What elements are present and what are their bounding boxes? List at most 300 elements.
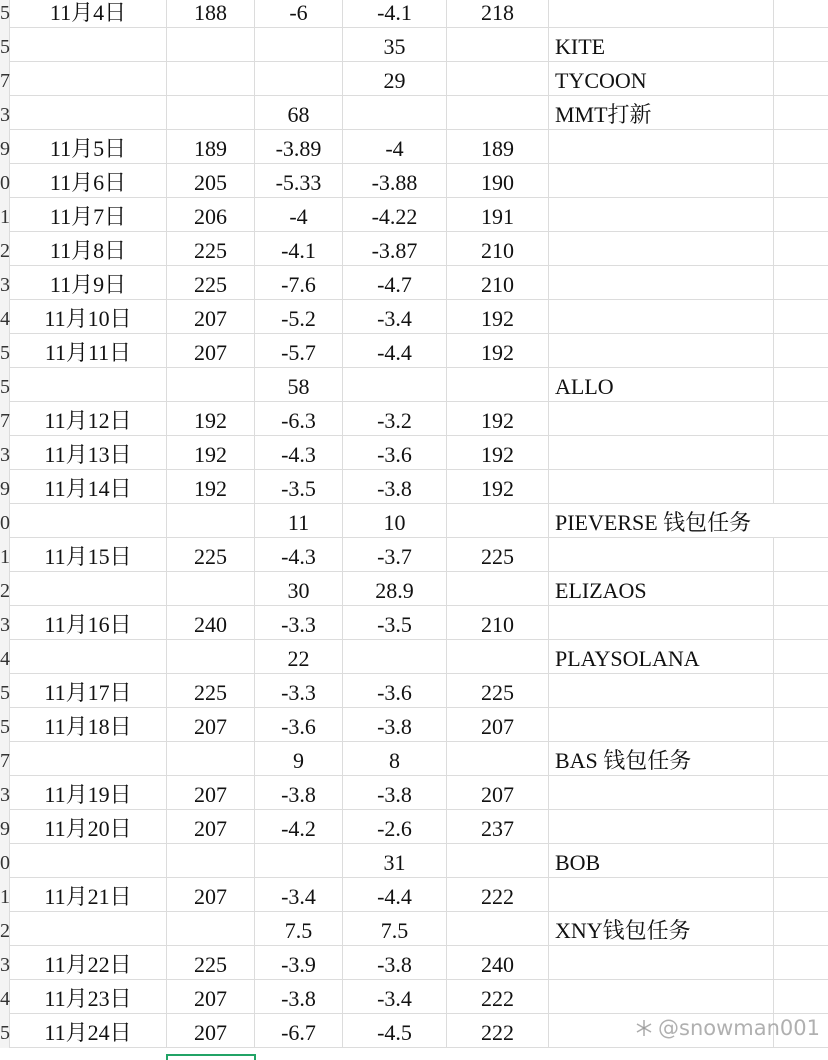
col-d-cell[interactable]: -4.5 — [343, 1014, 447, 1048]
col-g-cell[interactable] — [774, 62, 828, 96]
col-b-cell[interactable]: 225 — [167, 232, 255, 266]
row-number-label: 0 — [0, 512, 10, 534]
col-e-cell[interactable]: 222 — [447, 980, 549, 1014]
date-cell[interactable]: 11月22日 — [10, 946, 167, 980]
col-e-cell[interactable] — [447, 844, 549, 878]
col-c-cell[interactable]: -3.9 — [255, 946, 343, 980]
row-number-label: 4 — [0, 988, 10, 1010]
col-d-cell[interactable]: -2.6 — [343, 810, 447, 844]
col-e-cell[interactable]: 191 — [447, 198, 549, 232]
row-number-label: 3 — [0, 954, 10, 976]
note-cell[interactable]: TYCOON — [549, 62, 774, 96]
date-cell[interactable] — [10, 28, 167, 62]
date-cell[interactable]: 11月5日 — [10, 130, 167, 164]
note-cell[interactable] — [549, 810, 774, 844]
col-e-cell[interactable] — [447, 742, 549, 776]
col-b-cell[interactable] — [167, 28, 255, 62]
col-c-cell[interactable]: -4.3 — [255, 436, 343, 470]
row-number-label: 3 — [0, 104, 10, 126]
date-cell[interactable]: 11月10日 — [10, 300, 167, 334]
col-c-cell[interactable]: 68 — [255, 96, 343, 130]
col-b-cell[interactable] — [167, 742, 255, 776]
row-number-label: 5 — [0, 342, 10, 364]
row-number-label: 2 — [0, 240, 10, 262]
col-c-cell[interactable]: 9 — [255, 742, 343, 776]
col-d-cell[interactable]: -3.4 — [343, 980, 447, 1014]
col-g-cell[interactable] — [774, 232, 828, 266]
col-c-cell[interactable]: -3.8 — [255, 980, 343, 1014]
date-cell[interactable]: 11月21日 — [10, 878, 167, 912]
row-number[interactable] — [0, 0, 10, 28]
col-d-cell[interactable]: 35 — [343, 28, 447, 62]
col-d-cell[interactable]: 28.9 — [343, 572, 447, 606]
col-c-cell[interactable]: -5.33 — [255, 164, 343, 198]
table-row — [0, 0, 828, 28]
col-e-cell[interactable] — [447, 572, 549, 606]
col-c-cell[interactable]: -6.7 — [255, 1014, 343, 1048]
col-e-cell[interactable]: 192 — [447, 334, 549, 368]
row-number-label: 1 — [0, 546, 10, 568]
row-number[interactable] — [0, 62, 10, 96]
note-cell[interactable] — [549, 538, 774, 572]
col-g-cell[interactable] — [774, 28, 828, 62]
table-row — [0, 402, 828, 436]
table-row — [0, 674, 828, 708]
col-c-cell[interactable]: -4.2 — [255, 810, 343, 844]
col-c-cell[interactable]: -4 — [255, 198, 343, 232]
col-e-cell[interactable]: 237 — [447, 810, 549, 844]
col-g-cell[interactable] — [774, 640, 828, 674]
date-cell[interactable] — [10, 844, 167, 878]
col-e-cell[interactable] — [447, 368, 549, 402]
note-cell[interactable] — [549, 300, 774, 334]
col-b-cell[interactable]: 225 — [167, 538, 255, 572]
row-number[interactable] — [0, 436, 10, 470]
col-c-cell[interactable]: -3.5 — [255, 470, 343, 504]
col-d-cell[interactable]: -3.4 — [343, 300, 447, 334]
col-g-cell[interactable] — [774, 130, 828, 164]
col-d-cell[interactable]: -4 — [343, 130, 447, 164]
row-number[interactable] — [0, 300, 10, 334]
table-row — [0, 436, 828, 470]
row-number[interactable] — [0, 130, 10, 164]
col-c-cell[interactable]: -5.2 — [255, 300, 343, 334]
col-b-cell[interactable]: 225 — [167, 946, 255, 980]
col-b-cell[interactable]: 206 — [167, 198, 255, 232]
row-number-label: 3 — [0, 784, 10, 806]
col-b-cell[interactable]: 192 — [167, 436, 255, 470]
col-b-cell[interactable] — [167, 844, 255, 878]
col-g-cell[interactable] — [774, 572, 828, 606]
row-number[interactable] — [0, 742, 10, 776]
col-c-cell[interactable] — [255, 62, 343, 96]
col-b-cell[interactable] — [167, 368, 255, 402]
row-number-label: 9 — [0, 478, 10, 500]
col-d-cell[interactable]: 7.5 — [343, 912, 447, 946]
col-c-cell[interactable]: 30 — [255, 572, 343, 606]
row-number[interactable] — [0, 164, 10, 198]
date-cell[interactable]: 11月6日 — [10, 164, 167, 198]
row-number[interactable] — [0, 470, 10, 504]
date-cell[interactable]: 11月7日 — [10, 198, 167, 232]
date-cell[interactable]: 11月23日 — [10, 980, 167, 1014]
col-b-cell[interactable]: 207 — [167, 776, 255, 810]
row-number[interactable] — [0, 198, 10, 232]
date-cell[interactable]: 11月16日 — [10, 606, 167, 640]
date-cell[interactable] — [10, 912, 167, 946]
note-cell[interactable] — [549, 980, 774, 1014]
row-number-label: 5 — [0, 376, 10, 398]
col-c-cell[interactable]: -6 — [255, 0, 343, 28]
date-cell[interactable]: 11月15日 — [10, 538, 167, 572]
col-d-cell[interactable]: -3.88 — [343, 164, 447, 198]
col-e-cell[interactable]: 192 — [447, 402, 549, 436]
table-row — [0, 538, 828, 572]
table-row — [0, 606, 828, 640]
col-b-cell[interactable]: 240 — [167, 606, 255, 640]
col-b-cell[interactable]: 207 — [167, 300, 255, 334]
col-b-cell[interactable]: 207 — [167, 878, 255, 912]
table-row — [0, 844, 828, 878]
col-g-cell[interactable] — [774, 912, 828, 946]
col-b-cell[interactable]: 207 — [167, 708, 255, 742]
note-cell[interactable]: ALLO — [549, 368, 774, 402]
col-e-cell[interactable]: 207 — [447, 776, 549, 810]
note-cell[interactable] — [549, 334, 774, 368]
table-row — [0, 232, 828, 266]
col-b-cell[interactable]: 192 — [167, 402, 255, 436]
col-g-cell[interactable] — [774, 300, 828, 334]
col-g-cell[interactable] — [774, 606, 828, 640]
col-g-cell[interactable] — [774, 742, 828, 776]
col-e-cell[interactable]: 218 — [447, 0, 549, 28]
date-cell[interactable]: 11月17日 — [10, 674, 167, 708]
col-e-cell[interactable] — [447, 96, 549, 130]
row-number[interactable] — [0, 674, 10, 708]
note-cell[interactable]: KITE — [549, 28, 774, 62]
note-cell[interactable] — [549, 470, 774, 504]
table-row — [0, 470, 828, 504]
col-g-cell[interactable] — [774, 776, 828, 810]
table-row — [0, 28, 828, 62]
date-cell[interactable]: 11月8日 — [10, 232, 167, 266]
table-row — [0, 980, 828, 1014]
row-number-label: 3 — [0, 444, 10, 466]
watermark — [634, 1016, 820, 1040]
date-cell[interactable] — [10, 96, 167, 130]
col-b-cell[interactable] — [167, 96, 255, 130]
col-d-cell[interactable]: -3.8 — [343, 776, 447, 810]
col-c-cell[interactable] — [255, 28, 343, 62]
table-row — [0, 640, 828, 674]
note-cell[interactable] — [549, 164, 774, 198]
col-e-cell[interactable]: 189 — [447, 130, 549, 164]
col-c-cell[interactable]: -7.6 — [255, 266, 343, 300]
row-number[interactable] — [0, 96, 10, 130]
table-row — [0, 62, 828, 96]
row-number[interactable] — [0, 606, 10, 640]
date-cell[interactable]: 11月14日 — [10, 470, 167, 504]
col-d-cell[interactable]: 29 — [343, 62, 447, 96]
col-g-cell[interactable] — [774, 946, 828, 980]
col-e-cell[interactable]: 225 — [447, 538, 549, 572]
table-row — [0, 946, 828, 980]
table-row — [0, 504, 828, 538]
note-cell[interactable] — [549, 776, 774, 810]
date-cell[interactable]: 11月18日 — [10, 708, 167, 742]
col-c-cell[interactable]: 22 — [255, 640, 343, 674]
table-row — [0, 96, 828, 130]
row-number-label: 5 — [0, 2, 10, 24]
col-g-cell[interactable] — [774, 198, 828, 232]
col-c-cell[interactable]: -4.1 — [255, 232, 343, 266]
col-b-cell[interactable]: 225 — [167, 266, 255, 300]
col-e-cell[interactable]: 222 — [447, 878, 549, 912]
col-g-cell[interactable] — [774, 164, 828, 198]
col-b-cell[interactable]: 207 — [167, 334, 255, 368]
col-e-cell[interactable]: 207 — [447, 708, 549, 742]
col-c-cell[interactable]: 58 — [255, 368, 343, 402]
col-c-cell[interactable]: -3.6 — [255, 708, 343, 742]
note-cell[interactable] — [549, 946, 774, 980]
col-e-cell[interactable]: 192 — [447, 470, 549, 504]
col-d-cell[interactable]: -4.4 — [343, 878, 447, 912]
note-cell[interactable]: ELIZAOS — [549, 572, 774, 606]
table-row — [0, 912, 828, 946]
row-number[interactable] — [0, 946, 10, 980]
col-d-cell[interactable]: -4.22 — [343, 198, 447, 232]
row-number[interactable] — [0, 504, 10, 538]
col-d-cell[interactable]: -3.6 — [343, 436, 447, 470]
col-d-cell[interactable]: -4.4 — [343, 334, 447, 368]
row-number-label: 9 — [0, 138, 10, 160]
table-row — [0, 742, 828, 776]
table-row — [0, 334, 828, 368]
table-row — [0, 776, 828, 810]
col-c-cell[interactable]: -3.3 — [255, 606, 343, 640]
row-number[interactable] — [0, 572, 10, 606]
date-cell[interactable]: 11月4日 — [10, 0, 167, 28]
table-row — [0, 198, 828, 232]
row-number-label: 2 — [0, 580, 10, 602]
col-c-cell[interactable]: 11 — [255, 504, 343, 538]
note-cell[interactable] — [549, 674, 774, 708]
note-cell[interactable]: PIEVERSE 钱包任务 — [555, 510, 752, 535]
col-b-cell[interactable]: 207 — [167, 1014, 255, 1048]
col-d-cell[interactable]: -3.87 — [343, 232, 447, 266]
col-g-cell[interactable] — [774, 810, 828, 844]
note-cell[interactable] — [549, 266, 774, 300]
col-b-cell[interactable]: 189 — [167, 130, 255, 164]
col-e-cell[interactable]: 210 — [447, 606, 549, 640]
col-e-cell[interactable]: 192 — [447, 300, 549, 334]
col-d-cell[interactable]: 31 — [343, 844, 447, 878]
col-e-cell[interactable] — [447, 28, 549, 62]
note-cell[interactable] — [549, 0, 774, 28]
row-number[interactable] — [0, 844, 10, 878]
date-cell[interactable] — [10, 640, 167, 674]
row-number[interactable] — [0, 1014, 10, 1048]
table-row — [0, 810, 828, 844]
col-g-cell[interactable] — [774, 538, 828, 572]
col-d-cell[interactable]: -3.8 — [343, 946, 447, 980]
col-c-cell[interactable]: -6.3 — [255, 402, 343, 436]
col-c-cell[interactable]: -3.3 — [255, 674, 343, 708]
col-g-cell[interactable] — [774, 708, 828, 742]
row-number[interactable] — [0, 368, 10, 402]
col-g-cell[interactable] — [774, 368, 828, 402]
col-g-cell[interactable] — [774, 0, 828, 28]
row-number[interactable] — [0, 402, 10, 436]
row-number-label: 5 — [0, 716, 10, 738]
row-number[interactable] — [0, 28, 10, 62]
col-g-cell[interactable] — [774, 878, 828, 912]
selected-cell-outline[interactable] — [166, 1054, 256, 1060]
row-number[interactable] — [0, 708, 10, 742]
col-d-cell[interactable]: -3.7 — [343, 538, 447, 572]
col-g-cell[interactable] — [774, 504, 828, 538]
col-b-cell[interactable]: 207 — [167, 980, 255, 1014]
col-e-cell[interactable]: 225 — [447, 674, 549, 708]
row-number-label: 5 — [0, 682, 10, 704]
col-g-cell[interactable] — [774, 402, 828, 436]
col-g-cell[interactable] — [774, 266, 828, 300]
col-g-cell[interactable] — [774, 844, 828, 878]
row-number[interactable] — [0, 776, 10, 810]
note-cell[interactable] — [549, 198, 774, 232]
col-d-cell[interactable]: 8 — [343, 742, 447, 776]
col-d-cell[interactable]: -3.6 — [343, 674, 447, 708]
date-cell[interactable]: 11月9日 — [10, 266, 167, 300]
col-b-cell[interactable] — [167, 572, 255, 606]
row-number[interactable] — [0, 640, 10, 674]
row-number[interactable] — [0, 538, 10, 572]
date-cell[interactable] — [10, 572, 167, 606]
col-e-cell[interactable]: 210 — [447, 232, 549, 266]
row-number[interactable] — [0, 912, 10, 946]
col-g-cell[interactable] — [774, 96, 828, 130]
col-g-cell[interactable] — [774, 436, 828, 470]
col-c-cell[interactable] — [255, 844, 343, 878]
col-g-cell[interactable] — [774, 334, 828, 368]
col-c-cell[interactable]: 7.5 — [255, 912, 343, 946]
col-d-cell[interactable] — [343, 368, 447, 402]
row-number-label: 4 — [0, 308, 10, 330]
col-b-cell[interactable]: 205 — [167, 164, 255, 198]
col-e-cell[interactable] — [447, 912, 549, 946]
col-e-cell[interactable]: 190 — [447, 164, 549, 198]
row-number-label: 0 — [0, 172, 10, 194]
col-e-cell[interactable]: 192 — [447, 436, 549, 470]
col-c-cell[interactable]: -4.3 — [255, 538, 343, 572]
date-cell[interactable] — [10, 368, 167, 402]
col-c-cell[interactable]: -3.8 — [255, 776, 343, 810]
row-number-label: 9 — [0, 818, 10, 840]
date-cell[interactable] — [10, 504, 167, 538]
date-cell[interactable]: 11月19日 — [10, 776, 167, 810]
col-b-cell[interactable]: 207 — [167, 810, 255, 844]
col-d-cell[interactable]: -3.5 — [343, 606, 447, 640]
date-cell[interactable]: 11月11日 — [10, 334, 167, 368]
col-b-cell[interactable] — [167, 912, 255, 946]
row-number[interactable] — [0, 878, 10, 912]
date-cell[interactable]: 11月12日 — [10, 402, 167, 436]
col-g-cell[interactable] — [774, 674, 828, 708]
row-number[interactable] — [0, 980, 10, 1014]
col-d-cell[interactable] — [343, 96, 447, 130]
note-cell[interactable] — [549, 130, 774, 164]
col-b-cell[interactable] — [167, 504, 255, 538]
note-cell[interactable] — [549, 436, 774, 470]
row-number-label: 0 — [0, 852, 10, 874]
note-cell[interactable]: PLAYSOLANA — [549, 640, 774, 674]
note-cell[interactable] — [549, 402, 774, 436]
snowflake-icon — [634, 1018, 654, 1038]
date-cell[interactable]: 11月20日 — [10, 810, 167, 844]
note-cell[interactable] — [549, 708, 774, 742]
note-cell[interactable] — [549, 878, 774, 912]
date-cell[interactable]: 11月24日 — [10, 1014, 167, 1048]
col-e-cell[interactable] — [447, 640, 549, 674]
date-cell[interactable]: 11月13日 — [10, 436, 167, 470]
col-e-cell[interactable] — [447, 504, 549, 538]
row-number[interactable] — [0, 232, 10, 266]
col-d-cell[interactable]: -3.2 — [343, 402, 447, 436]
col-c-cell[interactable]: -3.89 — [255, 130, 343, 164]
row-number[interactable] — [0, 334, 10, 368]
col-g-cell[interactable] — [774, 470, 828, 504]
note-cell[interactable]: BOB — [549, 844, 774, 878]
table-row — [0, 164, 828, 198]
col-c-cell[interactable]: -5.7 — [255, 334, 343, 368]
col-e-cell[interactable] — [447, 62, 549, 96]
col-b-cell[interactable]: 192 — [167, 470, 255, 504]
note-cell[interactable] — [549, 232, 774, 266]
note-cell[interactable]: BAS 钱包任务 — [549, 742, 774, 776]
col-d-cell[interactable]: 10 — [343, 504, 447, 538]
col-d-cell[interactable]: -3.8 — [343, 470, 447, 504]
col-e-cell[interactable]: 240 — [447, 946, 549, 980]
col-g-cell[interactable] — [774, 980, 828, 1014]
table-row — [0, 130, 828, 164]
row-number[interactable] — [0, 810, 10, 844]
row-number-label: 5 — [0, 1022, 10, 1044]
col-b-cell[interactable] — [167, 62, 255, 96]
col-c-cell[interactable]: -3.4 — [255, 878, 343, 912]
row-number-label: 7 — [0, 750, 10, 772]
col-d-cell[interactable]: -4.1 — [343, 0, 447, 28]
col-d-cell[interactable]: -3.8 — [343, 708, 447, 742]
row-number-label: 5 — [0, 36, 10, 58]
row-number-label: 4 — [0, 648, 10, 670]
col-e-cell[interactable]: 210 — [447, 266, 549, 300]
note-cell[interactable]: MMT打新 — [549, 96, 774, 130]
date-cell[interactable] — [10, 742, 167, 776]
note-cell[interactable] — [549, 606, 774, 640]
date-cell[interactable] — [10, 62, 167, 96]
col-b-cell[interactable]: 188 — [167, 0, 255, 28]
table-row — [0, 368, 828, 402]
col-e-cell[interactable]: 222 — [447, 1014, 549, 1048]
table-row — [0, 572, 828, 606]
table-row — [0, 300, 828, 334]
col-d-cell[interactable] — [343, 640, 447, 674]
note-cell[interactable]: XNY钱包任务 — [549, 912, 774, 946]
row-number[interactable] — [0, 266, 10, 300]
col-b-cell[interactable] — [167, 640, 255, 674]
col-d-cell[interactable]: -4.7 — [343, 266, 447, 300]
col-b-cell[interactable]: 225 — [167, 674, 255, 708]
